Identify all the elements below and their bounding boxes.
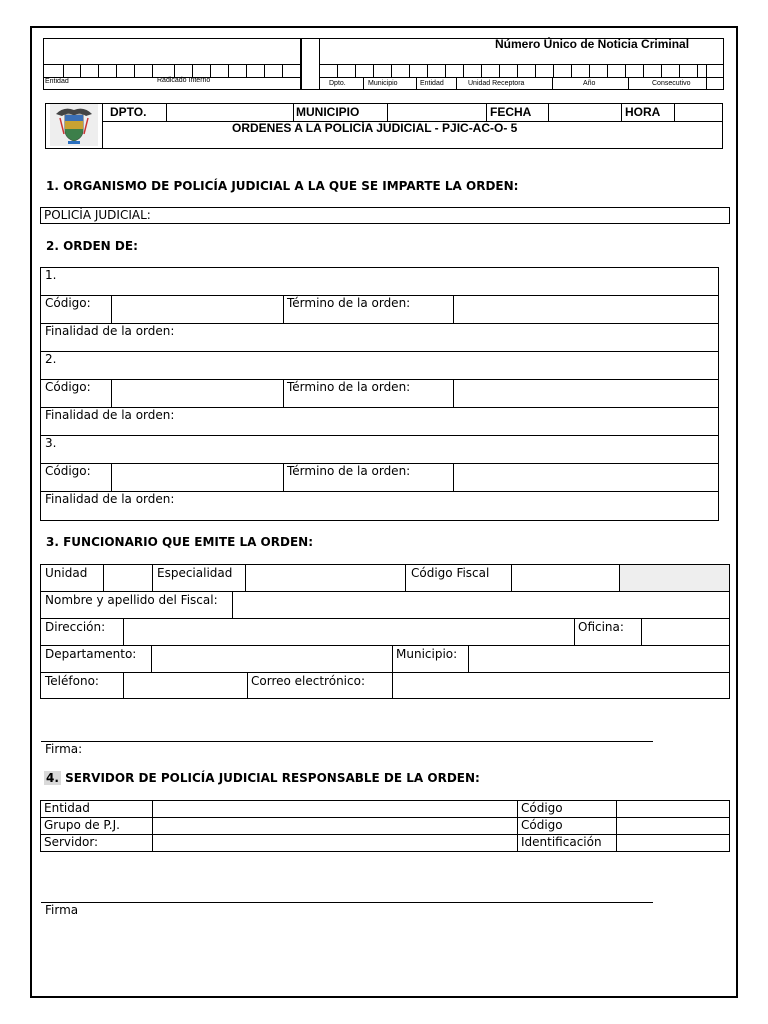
firma-label-servidor: Firma — [45, 903, 79, 917]
order-2-termino-input[interactable] — [454, 380, 718, 406]
divider — [674, 103, 675, 121]
label-radicado-interno: Radicado Interno — [157, 77, 211, 84]
digit-separator — [246, 64, 247, 77]
divider — [166, 103, 167, 121]
order-number-3: 3. — [45, 436, 57, 450]
digit-separator — [80, 64, 81, 77]
divider — [619, 564, 620, 591]
divider — [283, 463, 284, 491]
nunc-title: Número Único de Noticia Criminal — [495, 37, 690, 51]
order-3-description-input[interactable] — [60, 436, 717, 462]
nombre-fiscal-input[interactable] — [233, 592, 729, 617]
order-1-termino-label: Término de la orden: — [287, 296, 411, 310]
order-3-termino-input[interactable] — [454, 464, 718, 490]
shaded-cell — [619, 565, 729, 591]
digit-separator — [210, 64, 211, 77]
order-1-codigo-label: Código: — [45, 296, 91, 310]
servidor-entidad-label: Entidad — [44, 801, 90, 815]
digit-separator — [445, 64, 446, 77]
title-hora: HORA — [625, 105, 661, 119]
digit-separator — [552, 77, 553, 90]
telefono-input[interactable] — [124, 673, 246, 698]
digit-separator — [174, 64, 175, 77]
divider — [387, 103, 388, 121]
digit-separator — [463, 64, 464, 77]
servidor-codigo-2-label: Código — [521, 818, 563, 832]
unidad-label: Unidad — [45, 566, 88, 580]
title-dpto: DPTO. — [110, 105, 147, 119]
servidor-nombre-input[interactable] — [153, 835, 516, 851]
digit-separator — [643, 64, 644, 77]
servidor-identificacion-label: Identificación — [521, 835, 602, 849]
divider — [486, 103, 487, 121]
order-number-2: 2. — [45, 352, 57, 366]
servidor-grupo-label: Grupo de P.J. — [44, 818, 120, 832]
order-1-finalidad-label: Finalidad de la orden: — [45, 324, 175, 338]
order-1-description-input[interactable] — [60, 268, 717, 294]
correo-label: Correo electrónico: — [251, 674, 365, 688]
unidad-input[interactable] — [104, 565, 151, 590]
label-dpto: Dpto. — [329, 80, 346, 87]
digit-separator — [337, 64, 338, 77]
servidor-identificacion-input[interactable] — [617, 835, 729, 851]
digit-separator — [499, 64, 500, 77]
municipio-label: Municipio: — [396, 647, 458, 661]
divider — [102, 103, 103, 149]
especialidad-input[interactable] — [246, 565, 404, 590]
municipio-input[interactable] — [469, 646, 729, 671]
digit-separator — [697, 64, 698, 77]
digit-separator — [282, 64, 283, 77]
digit-separator — [661, 64, 662, 77]
divider — [517, 800, 518, 852]
title-municipio: MUNICIPIO — [296, 105, 360, 119]
section4-title: SERVIDOR DE POLICÍA JUDICIAL RESPONSABLE DE LA ORDEN: — [60, 771, 480, 785]
label-entidad: Entidad — [45, 78, 69, 85]
order-2-codigo-input[interactable] — [112, 380, 282, 406]
order-3-codigo-label: Código: — [45, 464, 91, 478]
digit-separator — [134, 64, 135, 77]
section4-number: 4. — [46, 771, 59, 785]
divider — [319, 77, 724, 78]
digit-separator — [427, 64, 428, 77]
firma-line-servidor[interactable] — [41, 902, 653, 903]
firma-line-fiscal[interactable] — [41, 741, 653, 742]
section2-heading: 2. ORDEN DE: — [46, 239, 138, 253]
order-3-finalidad-input[interactable] — [185, 492, 718, 518]
order-3-termino-label: Término de la orden: — [287, 464, 411, 478]
direccion-label: Dirección: — [45, 620, 106, 634]
divider — [405, 564, 406, 591]
order-1-codigo-input[interactable] — [112, 296, 282, 322]
divider — [319, 64, 724, 65]
codigo-fiscal-input[interactable] — [512, 565, 618, 590]
correo-input[interactable] — [393, 673, 729, 698]
codigo-fiscal-label: Código Fiscal — [411, 566, 490, 580]
title-fecha: FECHA — [490, 105, 532, 119]
digit-separator — [481, 64, 482, 77]
section1-heading: 1. ORGANISMO DE POLICÍA JUDICIAL A LA QUE SE IMPARTE LA ORDEN: — [46, 179, 519, 193]
divider — [283, 379, 284, 407]
divider — [293, 103, 294, 121]
section4-heading — [44, 771, 480, 785]
digit-separator — [589, 64, 590, 77]
servidor-codigo-1-input[interactable] — [617, 801, 729, 816]
digit-separator — [152, 64, 153, 77]
servidor-nombre-label: Servidor: — [44, 835, 99, 849]
digit-separator — [706, 77, 707, 90]
policia-judicial-label: POLICÍA JUDICIAL: — [44, 208, 151, 222]
colombia-coat-of-arms-icon — [50, 104, 98, 146]
divider — [283, 295, 284, 323]
nombre-fiscal-label: Nombre y apellido del Fiscal: — [45, 593, 218, 607]
digit-separator — [228, 64, 229, 77]
digit-separator — [363, 77, 364, 90]
digit-separator — [517, 64, 518, 77]
digit-separator — [355, 64, 356, 77]
order-1-termino-input[interactable] — [454, 296, 718, 322]
digit-separator — [373, 64, 374, 77]
order-2-codigo-label: Código: — [45, 380, 91, 394]
digit-separator — [706, 64, 707, 77]
order-3-codigo-input[interactable] — [112, 464, 282, 490]
digit-separator — [625, 64, 626, 77]
oficina-label: Oficina: — [578, 620, 624, 634]
order-1-finalidad-input[interactable] — [185, 324, 718, 350]
divider — [152, 564, 153, 591]
digit-separator — [607, 64, 608, 77]
servidor-codigo-1-label: Código — [521, 801, 563, 815]
form-title: ORDENES A LA POLICÍA JUDICIAL - PJIC-AC-O- 5 — [232, 121, 518, 135]
digit-separator — [63, 64, 64, 77]
firma-label-fiscal: Firma: — [45, 742, 83, 756]
label-ano: Año — [583, 80, 596, 87]
policia-judicial-field[interactable] — [40, 207, 730, 224]
order-2-finalidad-label: Finalidad de la orden: — [45, 408, 175, 422]
divider — [548, 103, 549, 121]
label-entidad-2: Entidad — [420, 80, 444, 87]
digit-separator — [679, 64, 680, 77]
order-number-1: 1. — [45, 268, 57, 282]
especialidad-label: Especialidad — [157, 566, 233, 580]
servidor-grupo-input[interactable] — [153, 818, 516, 833]
divider — [621, 103, 622, 121]
direccion-input[interactable] — [124, 619, 573, 644]
section3-heading: 3. FUNCIONARIO QUE EMITE LA ORDEN: — [46, 535, 313, 549]
digit-separator — [264, 64, 265, 77]
digit-separator — [116, 64, 117, 77]
order-2-termino-label: Término de la orden: — [287, 380, 411, 394]
label-unidad-receptora: Unidad Receptora — [468, 80, 525, 87]
departamento-input[interactable] — [152, 646, 391, 671]
digit-separator — [456, 77, 457, 90]
divider — [247, 672, 248, 699]
digit-separator — [192, 64, 193, 77]
digit-separator — [416, 77, 417, 90]
digit-separator — [535, 64, 536, 77]
divider — [574, 618, 575, 645]
oficina-input[interactable] — [642, 619, 729, 644]
divider — [43, 64, 301, 65]
order-2-description-input[interactable] — [60, 352, 717, 378]
telefono-label: Teléfono: — [45, 674, 99, 688]
digit-separator — [571, 64, 572, 77]
order-2-finalidad-input[interactable] — [185, 408, 718, 434]
servidor-codigo-2-input[interactable] — [617, 818, 729, 833]
digit-separator — [98, 64, 99, 77]
servidor-entidad-input[interactable] — [153, 801, 516, 816]
digit-separator — [409, 64, 410, 77]
label-consecutivo: Consecutivo — [652, 80, 691, 87]
digit-separator — [553, 64, 554, 77]
departamento-label: Departamento: — [45, 647, 137, 661]
label-municipio: Municipio — [368, 80, 398, 87]
order-3-finalidad-label: Finalidad de la orden: — [45, 492, 175, 506]
digit-separator — [628, 77, 629, 90]
digit-separator — [391, 64, 392, 77]
divider — [392, 645, 393, 672]
